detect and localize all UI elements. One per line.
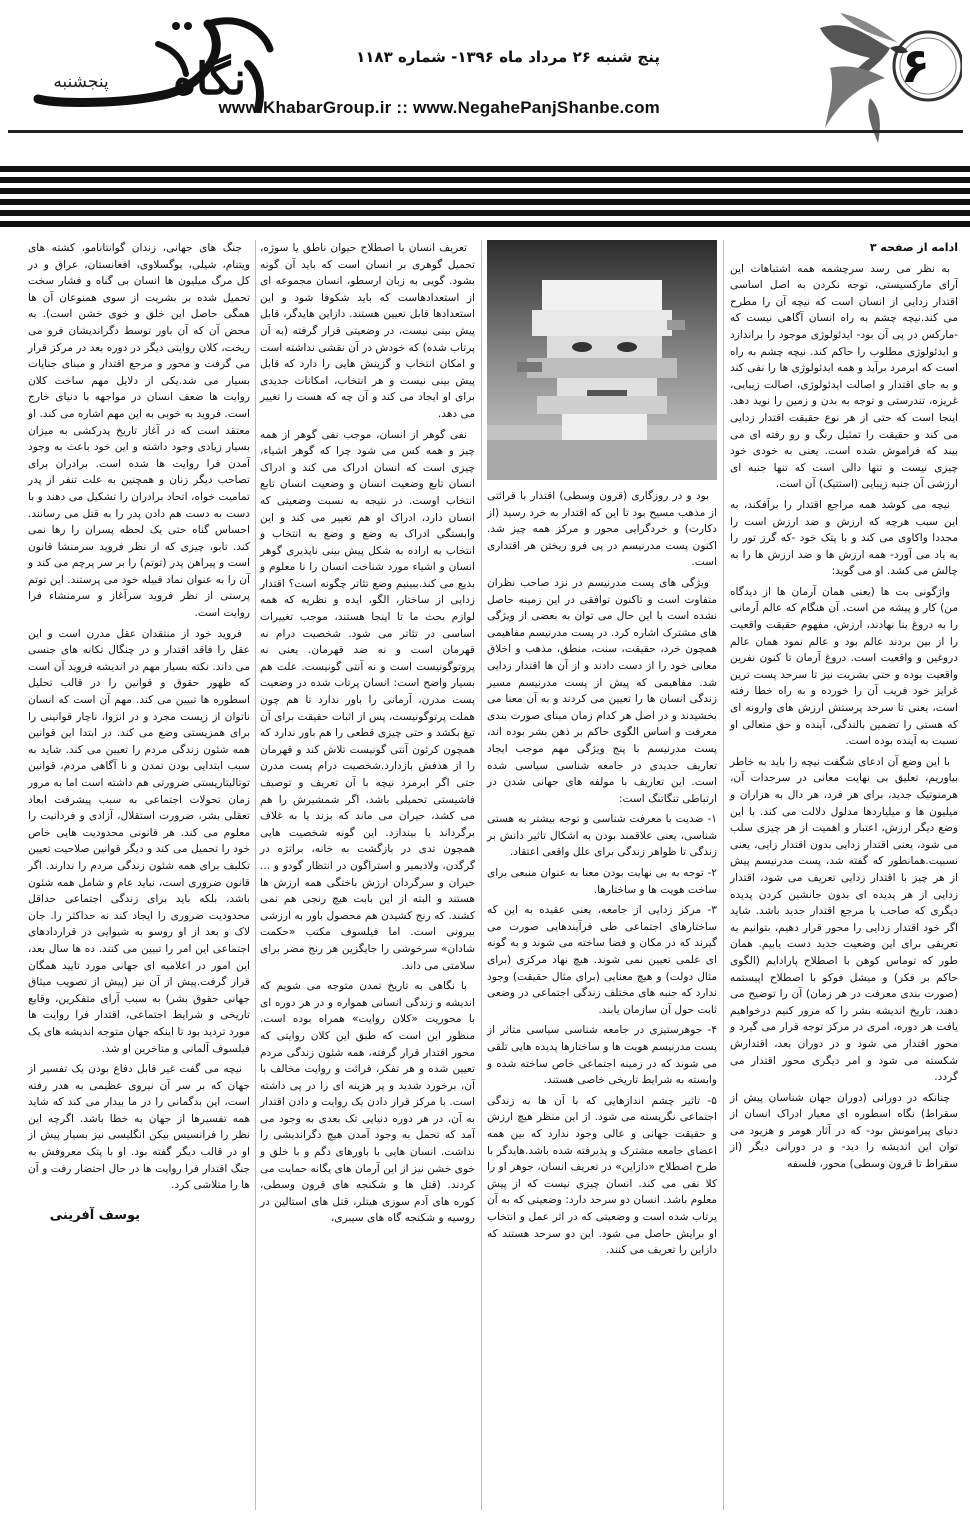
paragraph: نیچه می کوشد همه مراجع اقتدار را براَفکند، به این سبب هرچه که ارزش و ضد ارزش است را مجددا واکاوی می کند و با پتک خود -که گرز تور را به یاد می آورد- همه ارزش ها و ضد ارزش ها را به چالش می کشد. او می گوید: [730,498,958,578]
author-byline: یوسف آفرینی [49,1207,140,1223]
stripe [0,221,970,227]
paragraph: تعریف انسان با اصطلاح حیوان ناطق یا سوژه، تحمیل گوهری بر انسان است که باید آن گونه بشود. گویی به زبان ارسطو، انسان مجموعه ای از استعدادهاست که باید شکوفا شود و این استعدادها قابل تعیین هستند. دازاین هایدگر، قابل پیش بینی نیست، در وضعیتی قرار گرفته (به آن پرتاب شده) که خودش در آن نقشی نداشته است و امکان انتخاب و گزینش هایی را دارد که قابل پیش بینی نیست و هر انتخاب، امکانات جدیدی برای او ایجاد می کند و آن چه که هست را تغییر می دهد. [260,242,475,420]
paragraph: چنانکه در دورانی (دوران جهان شناسان پیش از سقراط) نگاه اسطوره ای معیار ادراک انسان از دنیای پیرامونش بود- که در آثار هومر و هزیود می توان این اندیشه را دید- و در دورانی دیگر (از سقراط تا قرون وسطی) محور، فلسفه [730,1091,958,1171]
article-column-1 [730,240,958,1177]
paragraph: بود و در روزگاری (قرون وسطی) اقتدار با قرائتی از مذهب مسیح بود تا این که اقتدار به خرد رسید (از دکارت) و خردگرایی محور و مرکز همه چیز شد. اکنون پست مدرنیسم در پی فرو ریختن هر اقتداری است. [487,490,717,569]
logo-calligraphy [8,4,283,129]
stripe [0,166,970,172]
paragraph: نفی گوهر از انسان، موجب نفی گوهر از همه چیز و همه کس می شود چرا که گوهر اشیاء، چیزی است که انسان ادراک می کند و ادراک انسان تابع وضعیت انسان و وضعیت انسان تابع انتخاب اوست. در نتیجه به نسبت وضعیتی که انسان دارد، ادراک او هم تغییر می کند و این وابستگی ادراک به وضع و وضع به انتخاب و انتخاب به اراده به شکل پیش بینی ناپذیری گوهر انسان و اشیاء مورد شناخت انسان را نا معلوم و بدیع می کند.ببینیم وضع تئاتر چگونه است؟ اقتدار زدایی از ساختار، الگو، ایده و نظریه که همه لوازم بحث ما تا اینجا هستند، موجب تغییرات اساسی در تئاتر می شود. شخصیت درام نه قهرمان است و نه ضد قهرمان. یعنی نه پروتوگونیست است و نه آنتی گونیست. علت هم بسیار واضح است: انسان پرتاب شده در وضعیت پست مدرن، آرمانی را باور ندارد تا هم چون هملت پرتوگونیست، پس از اثبات حقیقت برای آن تیغ بکشد و حتی چیزی قطعی را هم باور ندارد که همچون کرئون آنتی گونیست تلاش کند و قهرمان را از هدفش بازدارد.شخصیت درام پست مدرن حتی اگر ابرمرد نیچه با آن تعریف و توصیف فاشیستی تحمیلی باشد، اگر شمشیرش را هم می کشد، حیران می ماند که بزند یا به غلاف برگرداند یا بیندازد. این گونه شخصیت هایی همچون تدی در بازگشت به خانه، براتژه در گرگدن، ولادیمیر و استراگون در انتظار گودو و ... حیران و سرگردان ارزش باختگی همه ارزش ها هستند و البته از این بابت هیچ رنجی هم نمی کشند. که رنج کشیدن هم محصول باور به ارزشی بیرونی است. اما فیلسوف مکتب «حکمت شادان» سرخوشی را جایگزین هر رنج مضر برای سلامتی می داند. [260,428,475,972]
paragraph: واژگونی بت ها (یعنی همان آرمان ها از دیدگاه من) کار و پیشه من است. آن هنگام که عالم آرمانی را به دروغ بنا نهادند، ارزش، مفهوم حقیقت واقعیت را از بین بردند عالم بود و عالم نمود همان عالم دروغین و واقعیت است. دروغ آرمان تا کنون نفرین واقعیت بوده و حتی بشریت نیز تا سرحد پست ترین غرایز خود فریب آن را خورده و به راه خطا رفته است، یعنی تا سرحد پرستش ارزش های وارونه ای که هستی را تضمین بالندگی، آینده و حق متعالی او نسبت به آینده بوده است. [730,585,958,748]
column-divider [481,240,482,1510]
paragraph: فروید خود از منتقدان عقل مدرن است و این عقل را فاقد اقتدار و در چنگال تکانه های جنسی می داند. نکته بسیار مهم در اندیشه فروید آن است که ظهور حقوق و قوانین را در قالب تحلیل اسطوره ها تبیین می کند. مهم آن است که انسان ناتوان از زیست مجرد و در انزوا، ناچار قوانینی را برای همزیستی وضع می کند. در ابتدا این قوانین همه شئون زندگی مردم را تعیین می کند. شاید به سبب ابتدایی بودن تمدن و نا آگاهی مردم، قوانین توتالیتاریستی ضرورتی هم داشته است اما به مرور زمان تحولات اجتماعی به سبب پیشرفت ابعاد تعقلی بشر، ضرورت استقلال، آزادی و فردانیت را معلوم می کند. هر قانونی محدودیت هایی خاص خود را تحمیل می کند و دیگر قوانین صلاحیت تعیین تکلیف برای همه شئون زندگی مردم را ندارند. اگر قانون ضروری است، نباید عام و شامل همه شئون باشد، بلکه باید برای زندگی اجتماعی حداقل محدودیت ضروری را ایجاد کند نه حداکثر را. جان لاک و بعد از او روسو به شیوایی در قراردادهای اجتماعی این امر را تبیین می کنند. ده ها سال بعد، این امور در اعلامیه ای جهانی مورد تایید همگان قرار گرفت.پیش از آن نیز (پیش از تصویب میثاق جهانی حقوق بشر) به سبب آرای متفکرین، وقایع تاریخی و شرایط اجتماعی، اقتدار فرا روایت ها مورد تردید بود تا اینکه جهان متوجه اندیشه های یک فیلسوف آلمانی و متاخرین او شد. [28,627,250,1055]
paragraph: با نگاهی به تاریخ تمدن متوجه می شویم که اندیشه و زندگی انسانی همواره و در هر دوره ای با محوریت «کلان روایت» همراه بوده است. منظور این است که طبق این کلان روایتی که محور اقتدار قرار گرفته، همه شئون زندگی مردم تعیین شده و هر تفکر، قرائت و روایت مخالف با آن، برخورد شدید و پر هزینه ای را در پی داشته است. با مرکز قرار دادن یک روایت و دادن اقتدار به آن، در هر دوره دنیایی تک بعدی به وجود می آمد که تحمل به وجود آمدن هیچ دگراندیشی را نداشت. انسان هایی با باورهای دگم و با خلق و خوی خشن نیز از این آرمان های یگانه حمایت می کردند. (قتل ها و شکنجه های قرون وسطی، کوره های آدم سوزی هیتلر، قتل های استالین در روسیه و شکنجه گاه های سیبری، [260,980,475,1225]
column-divider [723,240,724,1510]
stripe [0,177,970,183]
numbered-point: ۵- تاثیر چشم اندازهایی که با آن ها به زندگی اجتماعی نگریسته می شود. از این منظر هیچ ارزش و حقیقت جهانی و عالی وجود ندارد که بین همه اعضای جامعه مشترک و پذیرفته شده باشد.هایدگر با طرح اصطلاح «دازاین» در تعریف انسان، جوهر او را کلا نفی می کند. انسان چیزی نیست که از پیش معلوم باشد. انسان دو سرحد دارد: وضعیتی که به آن پرتاب شده است و وضعیتی که در اثر عمل و انتخاب او برایش حاصل می شود. این دو سرحد هستند که دازاین را تعریف می کنند. [487,1094,717,1257]
newspaper-logo [8,4,283,129]
stripe [0,210,970,216]
masthead-rule [8,130,963,133]
fragmented-face-artwork [487,240,717,480]
paragraph: به نظر می رسد سرچشمه همه اشتباهات این آرای مارکسیستی، توجه نکردن به اصل اساسی اقتدار زدایی از انسان است که نیچه آن را مطرح می کند.نیچه چشم به راه انسان آگاهی نیست که -مارکس در پی آن بود- ایدئولوژی موجود را براندازد و ایدئولوژی مطلوب را حاکم کند. نیچه چشم به راه است که ابرمرد برآید و همه ایدئولوژی ها را نفی کند و به جای اقتدار و اصالت ایدئولوژی، اصالت زیبایی، غریزه، تندرستی و توجه به بدن و زمین را نوید دهد. اینجا است که حتی از هر نوع حقیقت اقتدار زدایی می کند و حقیقت را تمثیل رنگ و رو رفته ای می بیند که فراموش شده است. یعنی به خودی خود چیزی نیست و تنها دالی است که تنها جنبه ای ارزشی آن جنبه زیبایی (استتیک) آن است. [730,262,958,491]
page-badge [810,8,962,148]
paragraph: ویژگی های پست مدرنیسم در نزد صاحب نظران متفاوت است و تاکنون توافقی در این زمینه حاصل نشده است با این حال می توان به بعضی از ویژگی های مشترک اشاره کرد. در پست مدرنیسم مفاهیمی همچون خرد، حقیقت، سنت، منطق، مذهب و اخلاق معانی خود را از دست دادند و از آن ها اقتدار زدایی شد. مفاهیمی که پیش از پست مدرنیسم مسیر زندگی انسان ها را تعیین می کردند و به آن معنا می بخشیدند و در اصل هر کدام زمان مبنای صورت بندی معرفت و اساس الگوی حاکم بر ذهن بشر بوده اند، پست مدرنیسم با پنج ویژگی مهم موجب ایجاد تعاریف جدیدی در جامعه شناسی سیاسی شده است. این تعاریف با مولفه های جهانی شدن در ارتباطی تنگاتنگ است: [487,576,717,805]
article-image [487,240,717,480]
stripe [0,188,970,194]
page-number: ۶ [900,38,930,94]
article-column-3 [260,240,475,1231]
column-divider [255,240,256,1510]
stripe [0,199,970,205]
numbered-point: ۳- مرکز زدایی از جامعه، یعنی عقیده به این که ساختارهای اجتماعی طی فرآیندهایی صورت می گیرند که در مکان و فضا ساخته می شوند و به گونه ای علمی تعیین نمی شوند. هیچ نهاد مرکزی (برای مثال دولت) و هیچ معنایی (برای مثال حقیقت) وجود ندارد که جنبه های مختلف زندگی اجتماعی در وضعی ثابت حول آن سازمان یابند. [487,904,717,1016]
logo-subtitle: پنجشنبه [53,72,109,92]
decorative-stripe-band [0,166,970,228]
article-column-4 [28,240,250,1228]
numbered-point: ۱- ضدیت با معرفت شناسی و توجه بیشتر به هستی شناسی، یعنی علاقمند بودن به اشکال تاثیر دانش بر زندگی تا ظواهر زندگی برای علل واقعی اعتقاد. [487,813,717,859]
logo-text: نگاه [173,54,247,105]
paragraph: نیچه می گفت غیر قابل دفاع بودن یک تفسیر از جهان که بر سر آن نیروی عظیمی به هدر رفته است، این بدگمانی را در ما بیدار می کند که شاید همه تفسیرها از جهان به خطا باشد. اگرچه این نظر را فرانسیس بیکن انگلیسی نیز بسیار پیش از او در قالب دیگر گفته بود. او با پتک معروفش به جنگ اقتدار فرا روایت ها در حال احتضار رفت و آن ها را متلاشی کرد. [28,1063,250,1192]
issue-date-line: پنج شنبه ۲۶ مرداد ماه ۱۳۹۶- شماره ۱۱۸۳ [356,48,660,66]
paragraph: جنگ های جهانی، زندان گوانتانامو، کشته های ویتنام، شیلی، یوگسلاوی، افغانستان، عراق و در کل مرگ میلیون ها انسان بی گناه و فشار سخت تحمیل شده بر بشریت از سوی همنوعان آن ها همگی حاصل این خلق و خوی خشن است). به محض آن که آن باور توسط دگراندیشان فرو می ریخت، کلان روایتی دیگر در دوره بعد در مرکز قرار می گرفت و محور و مرجع اقتدار و مبنای جنایات بسیار می شد.یکی از دلایل مهم ساخت کلان روایت ها ضعف انسان در مواجهه با دنیای خارج است. فروید به خوبی به این مهم اشاره می کند. او معتقد است که در آغاز تاریخ پدرکشی به میزان بسیار زیادی وجود داشته و این خود باعث به وجود آمدن فرا روایت ها شده است. برادران برای تصاحب دیگر زنان و همچنین به علت تنفر از پدر تمامیت خواه، اتحاد برادران را تشکیل می دهند و با دست به دست هم دادن پدر را به قتل می رسانند. احساس گناه حتی یک لحظه پسران را رها نمی کند. تابو، چیزی که از نظر فروید سرمنشا قانون است و پیراهن پدر (توتم) را بر سر پرچم می کند و آن را به عنوان نماد قبیله خود می پرستند. این توتم پرستی از نظر فروید سرآغاز و سرمنشاء فرا روایت است. [28,242,250,620]
continued-from-label: ادامه از صفحه ۳ [869,241,958,254]
paragraph: با این وضع آن ادعای شگفت نیچه را باید به خاطر بیاوریم، تعلیق بی نهایت معانی در سرحدات آن، هرمنوتیک جدید، برای هر فرد، هر دال به هزاران و میلیون ها و میلیاردها مدلول دلالت می کند. با این وضع دیگر ارزش، اعتبار و اهمیت از هر چیزی سلب می شود، یعنی اقتدار زدایی بدون اقتدار زایی، یعنی نسبیت.همانطور که گفته شد، پست مدرنیسم پیش از هر چیز با اقتدار زدایی تعریف می شود، اقتدار زدایی از هر پدیده ای بدون جانشین کردن پدیده دیگری که صاحب یا مرجع اقتدار جدید باشد. شاید اگر خود اقتدار زدایی را محور قرار دهیم، بتوانیم به تعریفی برای این وضعیت جدید دست یابیم. همان طور که توماس کوهن با اصطلاح پارادایم (الگوی حاکم بر فکر) و میشل فوکو با اصطلاح اپیستمه (صورت بندی معرفت در هر زمان) آن را توضیح می دهند، تاریخ اندیشه بشر را که مرور کنیم درخواهیم یافت هر دوره، امری در مرکز توجه قرار می گیرد و محور اقتدار می شود و در دوران بعد، اقتدارش شکسته می شود و امر دیگری محور اقتدار می گردد. [730,755,958,1084]
numbered-point: ۲- توجه به بی نهایت بودن معنا به عنوان منبعی برای ساخت هویت ها و ساختارها. [487,867,717,896]
article-column-2 [487,240,717,1263]
masthead [0,0,970,160]
website-urls[interactable]: www.KhabarGroup.ir :: www.NegahePanjShanbe.com [218,98,660,117]
numbered-point: ۴- جوهرستیزی در جامعه شناسی سیاسی متاثر از پست مدرنیسم هویت ها و ساختارها پدیده هایی تلقی می شوند که در زمینه اجتماعی خاص ساخته شده و وابسته به شرایط تاریخی خاصی هستند. [487,1024,717,1087]
phoenix-bird-icon [810,8,962,148]
